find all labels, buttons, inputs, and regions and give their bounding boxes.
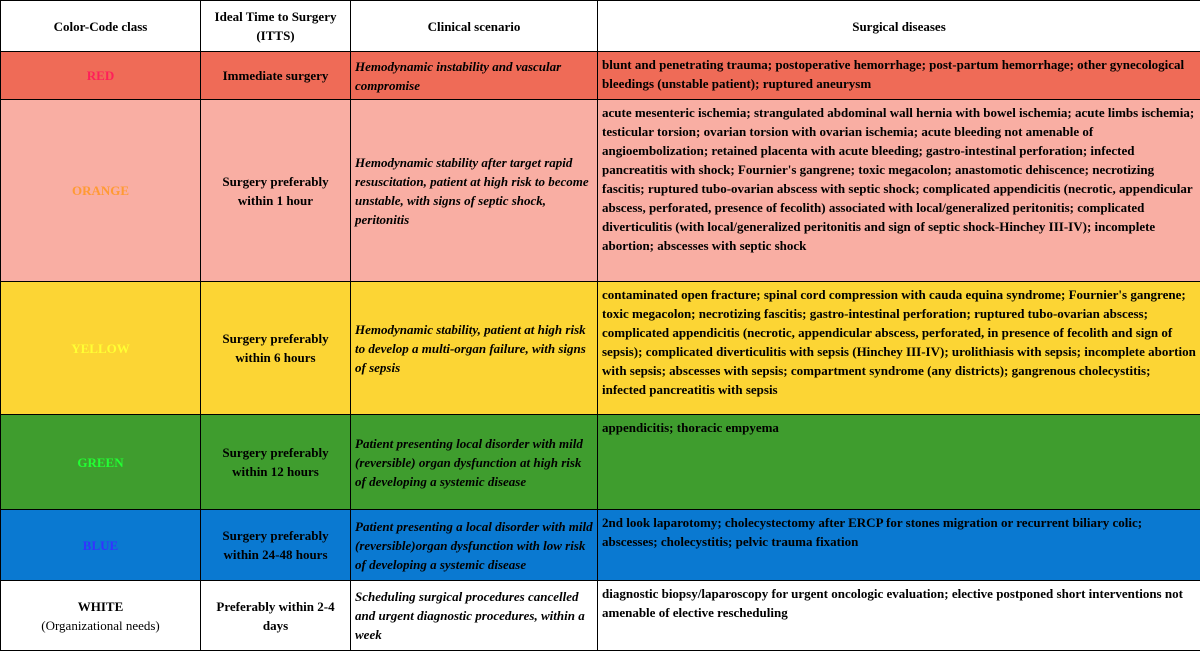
scenario-orange: Hemodynamic stability after target rapid resuscitation, patient at high risk to become unstable, with signs of septic shock, peritonitis [351,100,598,282]
diseases-white: diagnostic biopsy/laparoscopy for urgent oncologic evaluation; elective postponed short interventions not amenable of elective rescheduling [598,581,1200,651]
class-label-red: RED [1,52,201,100]
class-cell-white [1,581,201,651]
row-orange [1,100,1200,282]
itts-blue: Surgery preferably within 24-48 hours [201,510,351,581]
class-label-green: GREEN [1,415,201,510]
itts-orange: Surgery preferably within 1 hour [201,100,351,282]
class-sublabel-white: (Organizational needs) [1,616,200,635]
scenario-white: Scheduling surgical procedures cancelled and urgent diagnostic procedures, within a week [351,581,598,651]
header-row [1,1,1200,52]
scenario-red: Hemodynamic instability and vascular compromise [351,52,598,100]
scenario-yellow: Hemodynamic stability, patient at high risk to develop a multi-organ failure, with signs of sepsis [351,282,598,415]
diseases-red: blunt and penetrating trauma; postoperative hemorrhage; post-partum hemorrhage; other gynecological bleedings (unstable patient); ruptured aneurysm [598,52,1200,100]
itts-white: Preferably within 2-4 days [201,581,351,651]
row-green [1,415,1200,510]
class-label-yellow: YELLOW [1,282,201,415]
diseases-blue: 2nd look laparotomy; cholecystectomy after ERCP for stones migration or recurrent biliary colic; abscesses; cholecystitis; pelvic trauma fixation [598,510,1200,581]
diseases-orange: acute mesenteric ischemia; strangulated abdominal wall hernia with bowel ischemia; acute limbs ischemia; testicular torsion; ovarian torsion with ovarian ischemia; acute bleeding not amenable of angioembolization; retained placenta with acute bleeding; gastro-intestinal perforation; infected pancreatitis with shock; Fournier's gangrene; toxic megacolon; anastomotic dehiscence; necrotizing fascitis; ruptured tubo-ovarian abscess with septic shock; complicated appendicitis (necrotic, appendicular abscess, perforated, presence of fecolith) associated with local/generalized peritonitis; complicated diverticulitis (with local/generalized peritonitis and sign of septic shock-Hinchey III-IV); incomplete abortion; abscesses with septic shock [598,100,1200,282]
row-blue [1,510,1200,581]
class-label-blue: BLUE [1,510,201,581]
row-white [1,581,1200,651]
scenario-green: Patient presenting local disorder with mild (reversible) organ dysfunction at high risk of developing a systemic disease [351,415,598,510]
header-color-code-class: Color-Code class [1,1,201,52]
scenario-blue: Patient presenting a local disorder with mild (reversible)organ dysfunction with low risk of developing a systemic disease [351,510,598,581]
itts-yellow: Surgery preferably within 6 hours [201,282,351,415]
diseases-yellow: contaminated open fracture; spinal cord compression with cauda equina syndrome; Fournier's gangrene; toxic megacolon; necrotizing fascitis; gastro-intestinal perforation; ruptured tubo-ovarian abscess; complicated appendicitis (necrotic, appendicular abscess, perforated, in presence of fecolith and sign of sepsis); complicated diverticulitis with sepsis (Hinchey III-IV); urolithiasis with sepsis; incomplete abortion with sepsis; abscesses with sepsis; compartment syndrome (any districts); gangrenous cholecystitis; infected pancreatitis with sepsis [598,282,1200,415]
itts-green: Surgery preferably within 12 hours [201,415,351,510]
row-yellow [1,282,1200,415]
row-red [1,52,1200,100]
header-surgical-diseases: Surgical diseases [598,1,1200,52]
header-clinical-scenario: Clinical scenario [351,1,598,52]
header-itts: Ideal Time to Surgery (ITTS) [201,1,351,52]
itts-red: Immediate surgery [201,52,351,100]
class-label-orange: ORANGE [1,100,201,282]
class-label-white: WHITE [78,599,124,614]
diseases-green: appendicitis; thoracic empyema [598,415,1200,510]
